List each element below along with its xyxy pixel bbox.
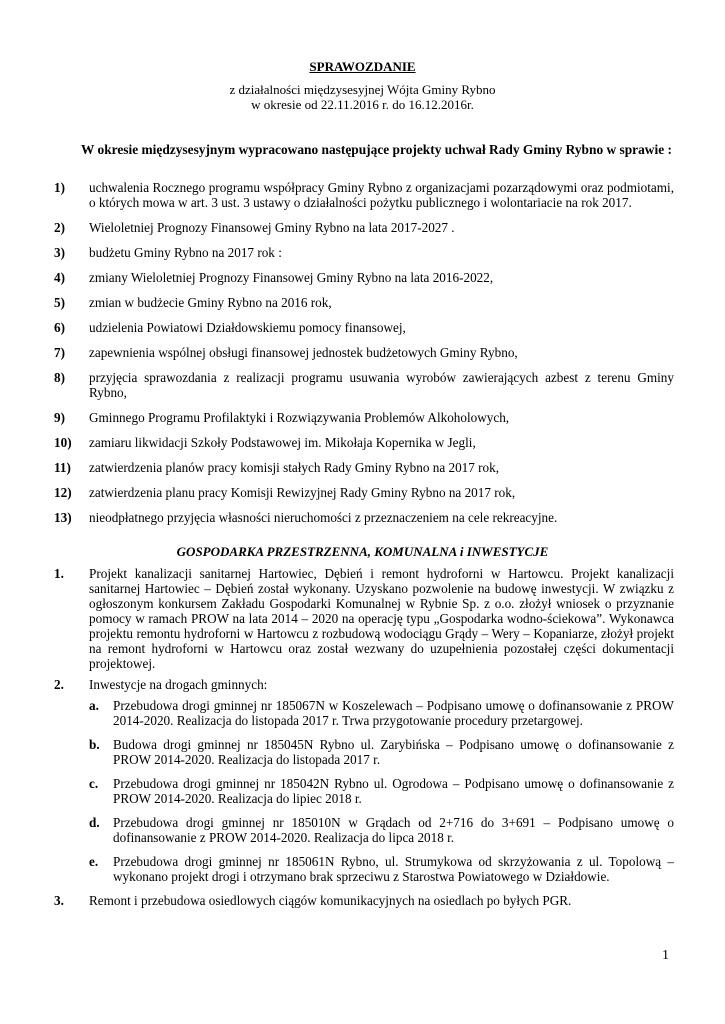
list-item-number: 10) [54, 435, 72, 450]
list-item [54, 270, 674, 285]
list-item [54, 245, 674, 260]
section-item-text: Remont i przebudowa osiedlowych ciągów komunikacyjnych na osiedlach po byłych PGR. [89, 893, 572, 908]
document-subtitle [0, 82, 725, 112]
intro-paragraph: W okresie międzysesyjnym wypracowano następujące projekty uchwał Rady Gminy Rybno w sprawie : [81, 142, 672, 157]
list-item-number: 8) [54, 370, 65, 385]
list-item-text: zmiany Wieloletniej Prognozy Finansowej Gminy Rybno na lata 2016-2022, [89, 270, 494, 285]
list-item-text: zmian w budżecie Gminy Rybno na 2016 rok, [89, 295, 332, 310]
resolutions-list [54, 180, 674, 535]
list-item-number: 6) [54, 320, 65, 335]
section-heading: GOSPODARKA PRZESTRZENNA, KOMUNALNA i INWESTYCJE [176, 544, 549, 559]
list-item-text: przyjęcia sprawozdania z realizacji programu usuwania wyrobów zawierających azbest z terenu Gminy Rybno, [89, 370, 674, 400]
roads-list [89, 698, 674, 884]
list-item-text: Przebudowa drogi gminnej nr 185010N w Grądach od 2+716 do 3+691 – Podpisano umowę o dofinansowanie z PROW 2014-2020. Realizacja do lipca 2018 r. [113, 815, 674, 845]
list-item [54, 410, 674, 425]
list-item-number: d. [89, 815, 100, 830]
list-item-number: 4) [54, 270, 65, 285]
list-item [54, 345, 674, 360]
list-item-text: udzielenia Powiatowi Działdowskiemu pomocy finansowej, [89, 320, 406, 335]
list-item-number: 3) [54, 245, 65, 260]
list-item-number: 11) [54, 460, 71, 475]
section-item-number: 2. [54, 677, 64, 692]
section-item-text: Inwestycje na drogach gminnych: [89, 677, 268, 692]
list-item-text: budżetu Gminy Rybno na 2017 rok : [89, 245, 282, 260]
list-item-number: e. [89, 854, 99, 869]
list-item-number: 12) [54, 485, 72, 500]
list-item-number: b. [89, 737, 100, 752]
list-item-number: c. [89, 776, 99, 791]
list-item-number: 2) [54, 220, 65, 235]
list-item-text: uchwalenia Rocznego programu współpracy Gminy Rybno z organizacjami pozarządowymi oraz podmiotami, o których mowa w art. 3 ust. 3 ustawy o działalności pożytku publicznego i wolontariacie na rok 2017. [89, 180, 674, 210]
section-item-number: 3. [54, 893, 64, 908]
list-item [89, 776, 674, 806]
document-title: SPRAWOZDANIE [309, 59, 416, 74]
list-item [54, 320, 674, 335]
section-item [54, 677, 674, 884]
section-items-list [54, 566, 674, 914]
list-item-text: Przebudowa drogi gminnej nr 185067N w Koszelewach – Podpisano umowę o dofinansowanie z PROW 2014-2020. Realizacja do listopada 2017 r. Trwa przygotowanie procedury przetargowej. [113, 698, 674, 728]
list-item-text: Wieloletniej Prognozy Finansowej Gminy Rybno na lata 2017-2027 . [89, 220, 455, 235]
list-item-text: Budowa drogi gminnej nr 185045N Rybno ul. Zarybińska – Podpisano umowę o dofinansowanie z PROW 2014-2020. Realizacja do listopada 2017 r. [113, 737, 674, 767]
list-item-number: 13) [54, 510, 72, 525]
list-item [54, 510, 674, 525]
section-item [54, 893, 674, 908]
list-item-number: 9) [54, 410, 65, 425]
list-item [89, 854, 674, 884]
list-item-text: Gminnego Programu Profilaktyki i Rozwiązywania Problemów Alkoholowych, [89, 410, 510, 425]
list-item-number: 1) [54, 180, 65, 195]
list-item-text: zamiaru likwidacji Szkoły Podstawowej im. Mikołaja Kopernika w Jegli, [89, 435, 476, 450]
list-item [54, 435, 674, 450]
section-item-text: Projekt kanalizacji sanitarnej Hartowiec, Dębień i remont hydroforni w Hartowcu. Projekt kanalizacji sanitarnej Hartowiec – Dębień został wykonany. Uzyskano pozwolenie na budowę inwestycji. W związku z ogłoszonym konkursem Zakładu Gospodarki Komunalnej w Rybnie Sp. z o.o. złożył wniosek o przyznanie pomocy w ramach PROW na lata 2014 – 2020 na operację typu „Gospodarka wodno-ściekowa”. Wykonawca projektu remontu hydroforni w Hartowcu z rozbudową wodociągu Grądy – Wery – Kopaniarze, złożył projekt na remont hydroforni w Hartowcu oraz został wezwany do uzupełnienia pozostałej części dokumentacji projektowej. [89, 566, 674, 671]
subtitle-line-1: z działalności międzysesyjnej Wójta Gminy Rybno [229, 82, 496, 97]
list-item-text: zatwierdzenia planu pracy Komisji Rewizyjnej Rady Gminy Rybno na 2017 rok, [89, 485, 516, 500]
section-item [54, 566, 674, 671]
list-item [89, 737, 674, 767]
list-item [54, 220, 674, 235]
list-item-text: zapewnienia wspólnej obsługi finansowej jednostek budżetowych Gminy Rybno, [89, 345, 518, 360]
list-item-number: 7) [54, 345, 65, 360]
list-item-text: nieodpłatnego przyjęcia własności nieruchomości z przeznaczeniem na cele rekreacyjne. [89, 510, 558, 525]
list-item [54, 180, 674, 210]
page-number: 1 [662, 948, 669, 963]
list-item-number: 5) [54, 295, 65, 310]
list-item-text: zatwierdzenia planów pracy komisji stałych Rady Gminy Rybno na 2017 rok, [89, 460, 500, 475]
list-item [54, 295, 674, 310]
list-item [54, 485, 674, 500]
list-item [54, 370, 674, 400]
list-item [89, 815, 674, 845]
list-item-text: Przebudowa drogi gminnej nr 185042N Rybno ul. Ogrodowa – Podpisano umowę o dofinansowanie z PROW 2014-2020. Realizacja do lipiec 2018 r. [113, 776, 674, 806]
list-item-text: Przebudowa drogi gminnej nr 185061N Rybno, ul. Strumykowa od skrzyżowania z ul. Topolową – wykonano projekt drogi i otrzymano brak sprzeciwu z Starostwa Powiatowego w Działdowie. [113, 854, 674, 884]
list-item [54, 460, 674, 475]
subtitle-line-2: w okresie od 22.11.2016 r. do 16.12.2016r. [251, 97, 474, 112]
list-item [89, 698, 674, 728]
list-item-number: a. [89, 698, 99, 713]
section-item-number: 1. [54, 566, 64, 581]
